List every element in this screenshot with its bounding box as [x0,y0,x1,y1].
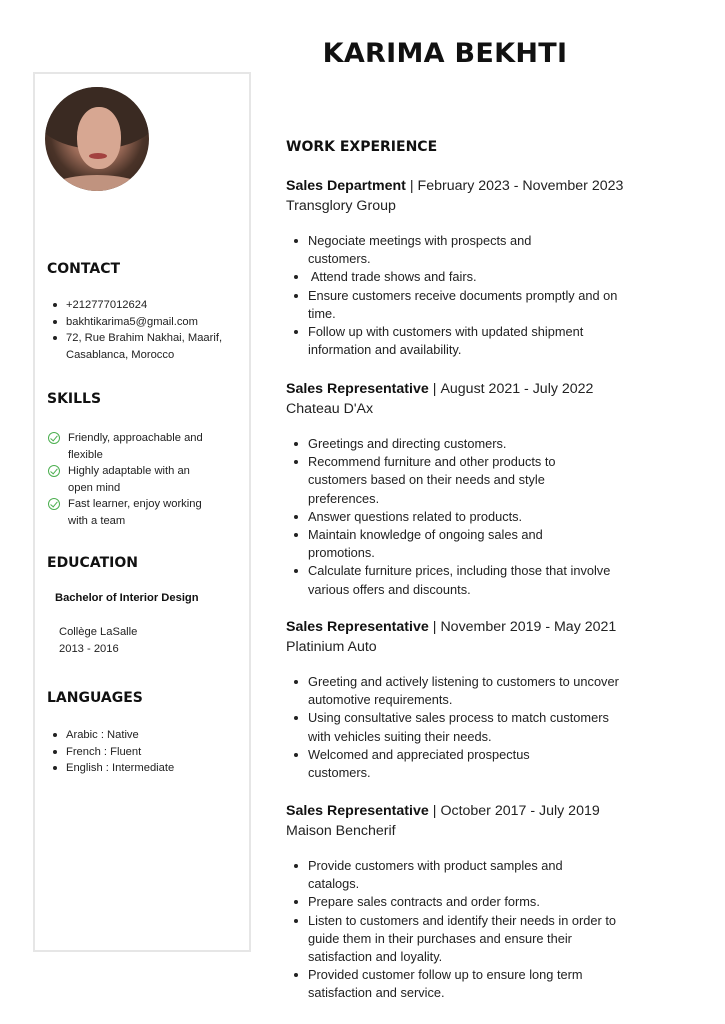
check-circle-icon [48,432,60,444]
job-separator: | [432,381,437,397]
contact-address: 72, Rue Brahim Nakhai, Maarif, Casablanca, Morocco [49,330,245,363]
job-bullet: Greeting and actively listening to customers to uncover automotive requirements. [286,673,631,709]
skill-item: Fast learner, enjoy working with a team [47,496,202,529]
languages-list [49,727,245,777]
job-period: November 2019 - May 2021 [440,619,617,635]
languages-heading: LANGUAGES [47,690,143,706]
job-entry [286,801,706,1003]
language-item: Arabic : Native [49,727,245,744]
job-bullets [286,232,631,359]
job-bullets [286,435,631,599]
job-bullet: Greetings and directing customers. [286,435,631,453]
job-title-line [286,617,706,637]
education-school-name: Collège LaSalle [59,626,138,638]
job-title-line [286,379,706,399]
contact-heading: CONTACT [47,261,121,277]
job-separator: | [409,178,414,194]
job-company: Transglory Group [286,198,396,214]
job-entry [286,617,706,782]
check-circle-icon [48,498,60,510]
education-degree: Bachelor of Interior Design [55,592,199,604]
job-role: Sales Department [286,178,406,194]
skills-heading: SKILLS [47,391,102,407]
job-bullets [286,673,631,782]
job-entry [286,379,706,599]
job-company: Maison Bencherif [286,823,396,839]
education-heading: EDUCATION [47,555,138,571]
job-entry [286,176,706,359]
job-period: October 2017 - July 2019 [440,803,600,819]
education-school [59,624,137,658]
job-bullet: Maintain knowledge of ongoing sales and promotions. [286,526,586,562]
job-period: February 2023 - November 2023 [417,178,624,194]
skill-item: Friendly, approachable and flexible [47,430,217,463]
job-bullet: Answer questions related to products. [286,508,631,526]
contact-phone: +212777012624 [49,297,245,314]
job-bullet: Provide customers with product samples and catalogs. [286,857,606,893]
language-item: French : Fluent [49,744,245,761]
contact-list [49,297,245,363]
job-bullet: Attend trade shows and fairs. [286,268,631,286]
job-bullet: Provided customer follow up to ensure long term satisfaction and service. [286,966,631,1002]
language-item: English : Intermediate [49,760,245,777]
job-bullet: Negociate meetings with prospects and customers. [286,232,576,268]
job-bullet: Calculate furniture prices, including those that involve various offers and discounts. [286,562,616,598]
work-experience-heading: WORK EXPERIENCE [286,139,438,155]
job-bullet: Welcomed and appreciated prospectus customers. [286,746,586,782]
job-company: Chateau D'Ax [286,401,374,417]
sidebar [33,72,251,952]
contact-email: bakhtikarima5@gmail.com [49,314,245,331]
job-role: Sales Representative [286,619,429,635]
education-years: 2013 - 2016 [59,643,119,655]
job-bullet: Listen to customers and identify their needs in order to guide them in their purchases and ensure their satisfaction and loyality. [286,912,631,967]
job-bullets [286,857,631,1003]
job-bullet: Ensure customers receive documents promptly and on time. [286,287,621,323]
job-bullet: Follow up with customers with updated shipment information and availability. [286,323,631,359]
avatar [45,87,149,191]
skills-list [47,430,247,529]
job-company: Platinium Auto [286,639,377,655]
job-period: August 2021 - July 2022 [440,381,594,397]
job-bullet: Recommend furniture and other products to customers based on their needs and style preferences. [286,453,601,508]
job-title-line [286,176,706,196]
job-separator: | [432,619,437,635]
job-title-line [286,801,706,821]
job-bullet: Prepare sales contracts and order forms. [286,893,631,911]
job-role: Sales Representative [286,803,429,819]
skill-item: Highly adaptable with an open mind [47,463,207,496]
check-circle-icon [48,465,60,477]
job-separator: | [432,803,437,819]
job-bullet: Using consultative sales process to match customers with vehicles suiting their needs. [286,709,611,745]
resume-name: KARIMA BEKHTI [322,38,568,69]
job-role: Sales Representative [286,381,429,397]
